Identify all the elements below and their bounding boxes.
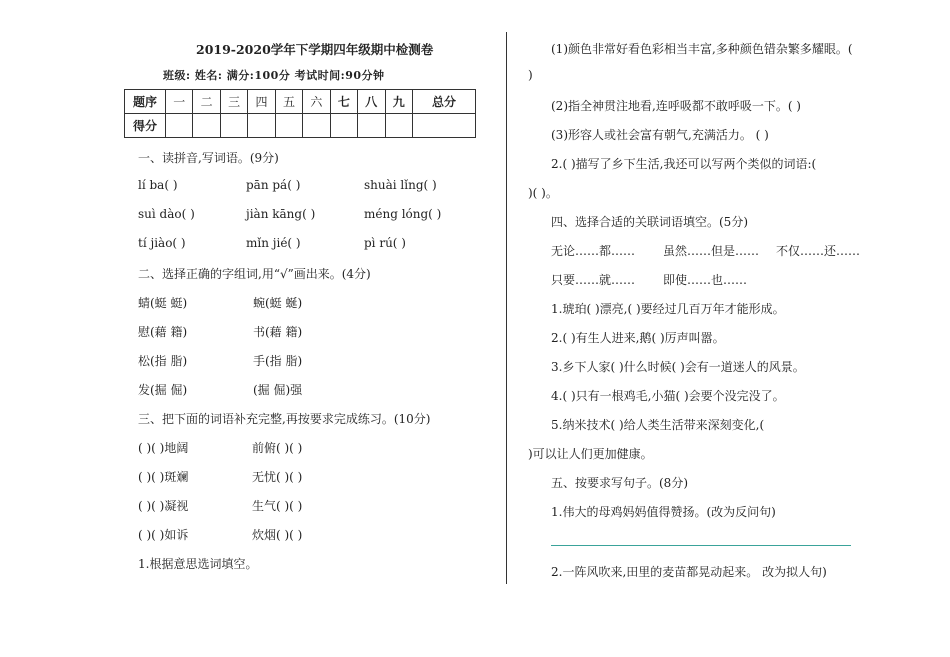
fill-sentence: 5.纳米技术( )给人类生活带来深刻变化,( xyxy=(551,418,765,432)
score-cell: 二 xyxy=(193,90,220,114)
question-line: )( )。 xyxy=(528,186,558,200)
score-blank[interactable] xyxy=(275,114,302,138)
score-blank[interactable] xyxy=(193,114,220,138)
idiom-fill: 生气( )( ) xyxy=(252,499,303,513)
question-line: 2.( )描写了乡下生活,我还可以写两个类似的词语:( xyxy=(551,157,817,171)
score-blank[interactable] xyxy=(248,114,275,138)
section-5-title: 五、按要求写句子。(8分) xyxy=(551,476,688,490)
pinyin-item: suì dào( ) xyxy=(138,207,195,221)
pinyin-item: jiàn kāng( ) xyxy=(246,207,316,221)
char-choice: 发(掘 倔) xyxy=(138,383,188,397)
score-cell: 四 xyxy=(248,90,275,114)
score-blank[interactable] xyxy=(330,114,357,138)
pinyin-item: tí jiào( ) xyxy=(138,236,186,250)
char-choice: 蜻(蜓 蜓) xyxy=(138,296,188,310)
fill-sentence: 4.( )只有一根鸡毛,小猫( )会要个没完没了。 xyxy=(551,389,785,403)
pinyin-item: shuài lǐng( ) xyxy=(364,178,437,192)
char-choice: (掘 倔)强 xyxy=(253,383,303,397)
pinyin-item: pì rú( ) xyxy=(364,236,406,250)
char-choice: 松(指 脂) xyxy=(138,354,188,368)
question-line: (2)指全神贯注地看,连呼吸都不敢呼吸一下。( ) xyxy=(551,99,801,113)
idiom-fill: ( )( )斑斓 xyxy=(138,470,189,484)
idiom-fill: ( )( )如诉 xyxy=(138,528,189,542)
conjunction-option: 虽然……但是…… xyxy=(663,244,760,258)
score-cell: 得分 xyxy=(125,114,166,138)
score-cell: 题序 xyxy=(125,90,166,114)
fill-sentence: 2.( )有生人进来,鹅( )厉声叫嚣。 xyxy=(551,331,725,345)
score-cell: 八 xyxy=(358,90,385,114)
idiom-fill: 前俯( )( ) xyxy=(252,441,303,455)
score-table-score-row xyxy=(125,114,476,138)
char-choice: 蜿(蜓 蜒) xyxy=(253,296,303,310)
fill-sentence: 1.琥珀( )漂亮,( )要经过几百万年才能形成。 xyxy=(551,302,785,316)
fill-sentence: )可以让人们更加健康。 xyxy=(528,447,653,461)
score-table xyxy=(124,89,476,138)
score-blank[interactable] xyxy=(358,114,385,138)
score-blank[interactable] xyxy=(413,114,476,138)
score-table-header-row xyxy=(125,90,476,114)
score-cell: 五 xyxy=(275,90,302,114)
pinyin-item: lí ba( ) xyxy=(138,178,178,192)
column-divider xyxy=(506,32,507,584)
rewrite-question: 1.伟大的母鸡妈妈值得赞扬。(改为反问句) xyxy=(551,505,776,519)
char-choice: 书(藉 籍) xyxy=(253,325,303,339)
question-line: (1)颜色非常好看色彩相当丰富,多种颜色错杂繁多耀眼。( xyxy=(551,42,853,56)
fill-sentence: 3.乡下人家( )什么时候( )会有一道迷人的风景。 xyxy=(551,360,805,374)
idiom-fill: 无忧( )( ) xyxy=(252,470,303,484)
conjunction-option: 即使……也…… xyxy=(663,273,748,287)
exam-title: 2019-2020学年下学期四年级期中检测卷 xyxy=(196,42,434,57)
question-line: (3)形容人或社会富有朝气,充满活力。 ( ) xyxy=(551,128,769,142)
score-blank[interactable] xyxy=(166,114,193,138)
section-4-title: 四、选择合适的关联词语填空。(5分) xyxy=(551,215,748,229)
score-blank[interactable] xyxy=(385,114,413,138)
pinyin-item: mǐn jié( ) xyxy=(246,236,301,250)
idiom-fill: 炊烟( )( ) xyxy=(252,528,303,542)
char-choice: 慰(藉 籍) xyxy=(138,325,188,339)
score-cell: 七 xyxy=(330,90,357,114)
score-blank[interactable] xyxy=(303,114,330,138)
conjunction-option: 无论……都…… xyxy=(551,244,636,258)
score-cell: 六 xyxy=(303,90,330,114)
score-cell: 九 xyxy=(385,90,413,114)
char-choice: 手(指 脂) xyxy=(253,354,303,368)
score-cell: 一 xyxy=(166,90,193,114)
idiom-fill: ( )( )地阔 xyxy=(138,441,189,455)
section-3-title: 三、把下面的词语补充完整,再按要求完成练习。(10分) xyxy=(138,412,431,426)
pinyin-item: méng lóng( ) xyxy=(364,207,442,221)
score-blank[interactable] xyxy=(220,114,247,138)
rewrite-question: 2.一阵风吹来,田里的麦苗都晃动起来。 改为拟人句) xyxy=(551,565,827,579)
exam-info-line: 班级: 姓名: 满分:100分 考试时间:90分钟 xyxy=(163,69,385,82)
conjunction-option: 不仅……还…… xyxy=(776,244,861,258)
pinyin-item: pān pá( ) xyxy=(246,178,301,192)
conjunction-option: 只要……就…… xyxy=(551,273,636,287)
idiom-fill: ( )( )凝视 xyxy=(138,499,189,513)
score-cell: 总分 xyxy=(413,90,476,114)
section-1-title: 一、读拼音,写词语。(9分) xyxy=(138,151,279,165)
section-2-title: 二、选择正确的字组词,用“√”画出来。(4分) xyxy=(138,267,371,281)
subquestion-1: 1.根据意思选词填空。 xyxy=(138,557,258,571)
score-cell: 三 xyxy=(220,90,247,114)
answer-line[interactable] xyxy=(551,545,851,546)
question-line: ) xyxy=(528,68,533,82)
